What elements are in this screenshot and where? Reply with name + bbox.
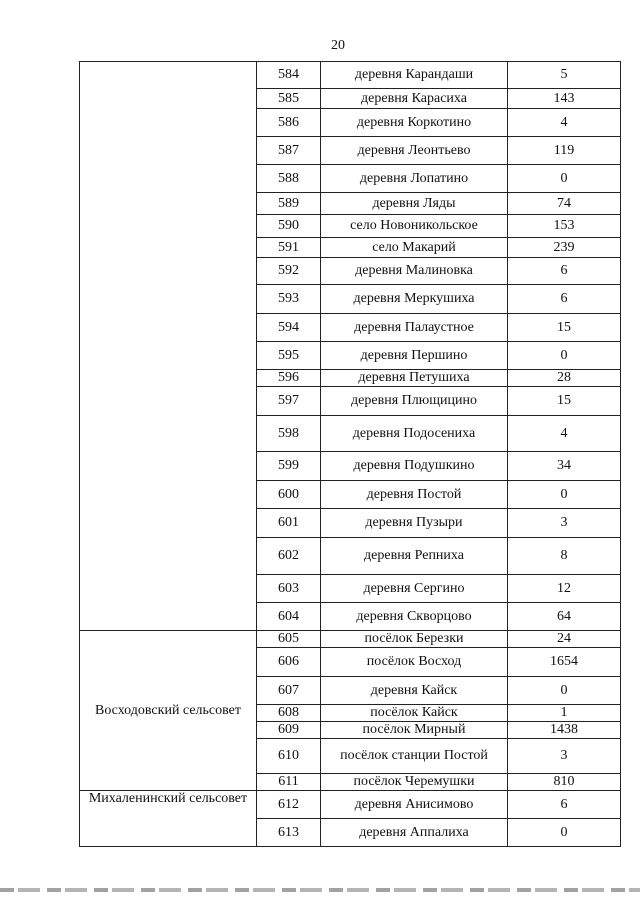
- row-number: 595: [257, 342, 321, 370]
- population-value: 3: [508, 739, 621, 774]
- row-number: 593: [257, 285, 321, 314]
- settlement-name: деревня Палаустное: [321, 314, 508, 342]
- population-value: 5: [508, 62, 621, 89]
- population-value: 119: [508, 137, 621, 165]
- row-number: 592: [257, 258, 321, 285]
- settlement-name: деревня Першино: [321, 342, 508, 370]
- settlement-name: деревня Подосениха: [321, 416, 508, 452]
- row-number: 586: [257, 109, 321, 137]
- settlement-name: село Новоникольское: [321, 215, 508, 238]
- row-number: 601: [257, 509, 321, 538]
- row-number: 600: [257, 481, 321, 509]
- settlement-name: деревня Анисимово: [321, 791, 508, 819]
- population-value: 74: [508, 193, 621, 215]
- district-cell: [80, 62, 257, 631]
- population-value: 1654: [508, 648, 621, 677]
- row-number: 594: [257, 314, 321, 342]
- row-number: 606: [257, 648, 321, 677]
- row-number: 589: [257, 193, 321, 215]
- row-number: 603: [257, 575, 321, 603]
- row-number: 585: [257, 89, 321, 109]
- settlement-name: деревня Карасиха: [321, 89, 508, 109]
- settlement-name: посёлок Восход: [321, 648, 508, 677]
- settlement-name: деревня Малиновка: [321, 258, 508, 285]
- row-number: 584: [257, 62, 321, 89]
- population-value: 0: [508, 481, 621, 509]
- table-row: [80, 631, 621, 648]
- settlement-name: деревня Петушиха: [321, 370, 508, 387]
- population-value: 15: [508, 387, 621, 416]
- row-number: 602: [257, 538, 321, 575]
- population-value: 810: [508, 774, 621, 791]
- population-value: 0: [508, 342, 621, 370]
- district-cell: Михаленинский сельсовет: [80, 791, 257, 847]
- district-cell: Восходовский сельсовет: [80, 631, 257, 791]
- table-row: [80, 62, 621, 89]
- table-row: [80, 791, 621, 819]
- population-value: 0: [508, 165, 621, 193]
- population-value: 64: [508, 603, 621, 631]
- settlement-name: деревня Коркотино: [321, 109, 508, 137]
- settlement-name: деревня Ляды: [321, 193, 508, 215]
- settlement-name: деревня Репниха: [321, 538, 508, 575]
- row-number: 590: [257, 215, 321, 238]
- settlement-name: деревня Меркушиха: [321, 285, 508, 314]
- settlement-name: деревня Пузыри: [321, 509, 508, 538]
- row-number: 604: [257, 603, 321, 631]
- population-value: 143: [508, 89, 621, 109]
- population-value: 34: [508, 452, 621, 481]
- settlement-name: деревня Кайск: [321, 677, 508, 705]
- population-value: 153: [508, 215, 621, 238]
- population-value: 239: [508, 238, 621, 258]
- row-number: 599: [257, 452, 321, 481]
- population-value: 28: [508, 370, 621, 387]
- scan-artifact-line: [0, 888, 640, 892]
- population-value: 1: [508, 705, 621, 722]
- settlement-name: посёлок Мирный: [321, 722, 508, 739]
- row-number: 597: [257, 387, 321, 416]
- settlement-name: деревня Сергино: [321, 575, 508, 603]
- settlement-name: посёлок Березки: [321, 631, 508, 648]
- settlement-name: деревня Леонтьево: [321, 137, 508, 165]
- row-number: 609: [257, 722, 321, 739]
- settlement-name: деревня Карандаши: [321, 62, 508, 89]
- row-number: 598: [257, 416, 321, 452]
- row-number: 605: [257, 631, 321, 648]
- population-value: 24: [508, 631, 621, 648]
- settlement-name: посёлок Кайск: [321, 705, 508, 722]
- settlements-table: [79, 61, 621, 847]
- settlement-name: деревня Аппалиха: [321, 819, 508, 847]
- settlement-name: деревня Лопатино: [321, 165, 508, 193]
- row-number: 610: [257, 739, 321, 774]
- population-value: 4: [508, 109, 621, 137]
- row-number: 596: [257, 370, 321, 387]
- settlement-name: посёлок Черемушки: [321, 774, 508, 791]
- population-value: 6: [508, 258, 621, 285]
- population-value: 8: [508, 538, 621, 575]
- population-value: 6: [508, 791, 621, 819]
- row-number: 591: [257, 238, 321, 258]
- settlement-name: село Макарий: [321, 238, 508, 258]
- population-value: 1438: [508, 722, 621, 739]
- row-number: 608: [257, 705, 321, 722]
- row-number: 611: [257, 774, 321, 791]
- settlement-name: деревня Постой: [321, 481, 508, 509]
- settlement-name: посёлок станции Постой: [321, 739, 508, 774]
- row-number: 607: [257, 677, 321, 705]
- settlement-name: деревня Подушкино: [321, 452, 508, 481]
- population-value: 15: [508, 314, 621, 342]
- population-value: 12: [508, 575, 621, 603]
- population-value: 4: [508, 416, 621, 452]
- settlement-name: деревня Плющицино: [321, 387, 508, 416]
- population-value: 3: [508, 509, 621, 538]
- row-number: 587: [257, 137, 321, 165]
- settlement-name: деревня Скворцово: [321, 603, 508, 631]
- row-number: 613: [257, 819, 321, 847]
- row-number: 588: [257, 165, 321, 193]
- population-value: 0: [508, 677, 621, 705]
- page-number: 20: [331, 38, 345, 53]
- row-number: 612: [257, 791, 321, 819]
- population-value: 6: [508, 285, 621, 314]
- population-value: 0: [508, 819, 621, 847]
